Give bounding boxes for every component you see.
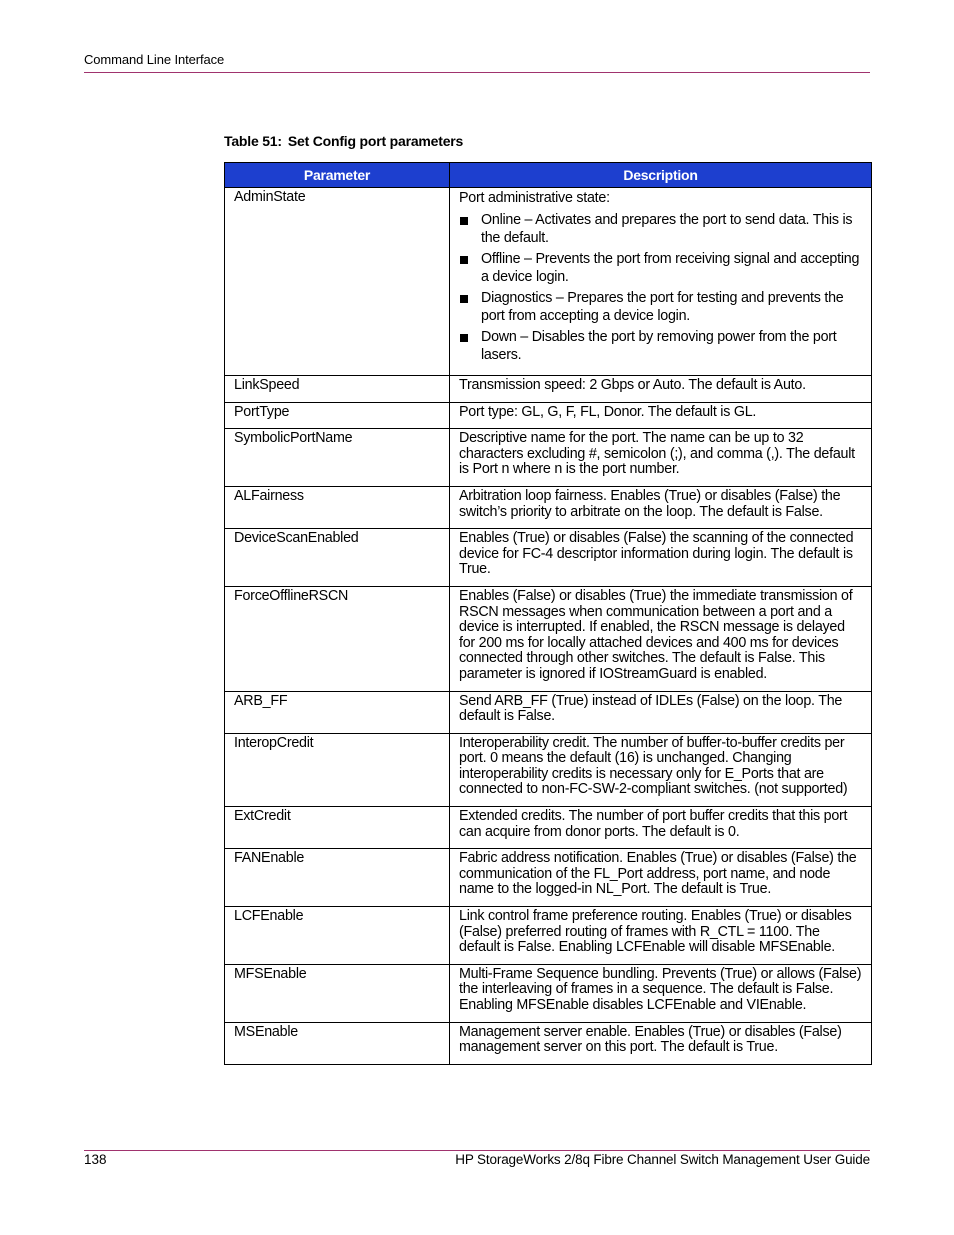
description-cell: Send ARB_FF (True) instead of IDLEs (False) on the loop. The default is False. <box>450 691 872 733</box>
table-row <box>225 964 872 1022</box>
table-row <box>225 849 872 907</box>
table-row <box>225 429 872 487</box>
table-number: Table 51: <box>224 133 282 149</box>
description-cell: Interoperability credit. The number of buffer-to-buffer credits per port. 0 means the default (16) is unchanged. Changing interoperability credits is necessary only for E_Ports that are connected to non-FC-SW-2-compliant switches. (not supported) <box>450 733 872 806</box>
bullet-text: Diagnostics – Prepares the port for testing and prevents the port from accepting a device login. <box>481 290 844 324</box>
parameter-cell: ALFairness <box>225 486 450 528</box>
table-title: Set Config port parameters <box>287 133 464 149</box>
table-row <box>225 529 872 587</box>
header-rule <box>84 72 870 73</box>
parameter-cell: ExtCredit <box>225 807 450 849</box>
table-caption <box>224 133 463 149</box>
description-cell: Extended credits. The number of port buffer credits that this port can acquire from donor ports. The default is 0. <box>450 807 872 849</box>
bullet-list <box>459 211 863 364</box>
bullet-item <box>459 250 863 286</box>
description-cell <box>450 188 872 376</box>
running-header: Command Line Interface <box>84 52 225 67</box>
bullet-item <box>459 328 863 364</box>
table-body <box>225 188 872 1065</box>
parameter-cell: ARB_FF <box>225 691 450 733</box>
parameter-cell: AdminState <box>225 188 450 376</box>
parameter-cell: DeviceScanEnabled <box>225 529 450 587</box>
square-bullet-icon <box>460 295 468 303</box>
parameter-cell: SymbolicPortName <box>225 429 450 487</box>
parameter-cell: LCFEnable <box>225 907 450 965</box>
description-lead: Port administrative state: <box>459 190 610 206</box>
description-cell: Multi-Frame Sequence bundling. Prevents (True) or allows (False) the interleaving of frames in a sequence. The default is False. Enabling MFSEnable disables LCFEnable and VIEnable. <box>450 964 872 1022</box>
description-cell: Transmission speed: 2 Gbps or Auto. The default is Auto. <box>450 376 872 403</box>
description-cell: Port type: GL, G, F, FL, Donor. The default is GL. <box>450 402 872 429</box>
description-cell: Enables (False) or disables (True) the immediate transmission of RSCN messages when communication between a port and a device is interrupted. If enabled, the RSCN message is delayed for 200 ms for locally attached devices and 400 ms for devices connected through other switches. The default is False. This parameter is ignored if IOStreamGuard is enabled. <box>450 586 872 691</box>
parameter-cell: LinkSpeed <box>225 376 450 403</box>
parameter-cell: PortType <box>225 402 450 429</box>
description-cell: Descriptive name for the port. The name can be up to 32 characters excluding #, semicolon (;), and comma (,). The default is Port n where n is the port number. <box>450 429 872 487</box>
table-row <box>225 1022 872 1064</box>
bullet-text: Online – Activates and prepares the port to send data. This is the default. <box>481 212 853 246</box>
square-bullet-icon <box>460 217 468 225</box>
parameter-cell: ForceOfflineRSCN <box>225 586 450 691</box>
table-row <box>225 188 872 376</box>
description-cell: Enables (True) or disables (False) the scanning of the connected device for FC-4 descriptor information during login. The default is True. <box>450 529 872 587</box>
bullet-item <box>459 289 863 325</box>
table-row <box>225 376 872 403</box>
bullet-item <box>459 211 863 247</box>
parameter-cell: InteropCredit <box>225 733 450 806</box>
parameter-cell: MSEnable <box>225 1022 450 1064</box>
parameter-cell: FANEnable <box>225 849 450 907</box>
table-row <box>225 586 872 691</box>
parameter-cell: MFSEnable <box>225 964 450 1022</box>
bullet-text: Offline – Prevents the port from receiving signal and accepting a device login. <box>481 251 860 285</box>
table-row <box>225 733 872 806</box>
table-row <box>225 807 872 849</box>
document-title: HP StorageWorks 2/8q Fibre Channel Switch Management User Guide <box>455 1152 870 1167</box>
table-header-row <box>225 163 872 188</box>
description-cell: Arbitration loop fairness. Enables (True) or disables (False) the switch’s priority to arbitrate on the loop. The default is False. <box>450 486 872 528</box>
description-cell: Management server enable. Enables (True) or disables (False) management server on this port. The default is True. <box>450 1022 872 1064</box>
description-cell: Fabric address notification. Enables (True) or disables (False) the communication of the FL_Port address, port name, and node name to the logged-in NL_Port. The default is True. <box>450 849 872 907</box>
table-row <box>225 691 872 733</box>
parameters-table <box>224 162 872 1065</box>
table-row <box>225 486 872 528</box>
bullet-text: Down – Disables the port by removing power from the port lasers. <box>481 329 837 363</box>
square-bullet-icon <box>460 334 468 342</box>
square-bullet-icon <box>460 256 468 264</box>
table-row <box>225 402 872 429</box>
table-row <box>225 907 872 965</box>
column-header-parameter: Parameter <box>225 163 450 188</box>
column-header-description: Description <box>450 163 872 188</box>
page-number: 138 <box>84 1152 107 1167</box>
description-cell: Link control frame preference routing. Enables (True) or disables (False) preferred routing of frames with R_CTL = 1100. The default is False. Enabling LCFEnable will disable MFSEnable. <box>450 907 872 965</box>
footer-rule <box>84 1150 870 1151</box>
